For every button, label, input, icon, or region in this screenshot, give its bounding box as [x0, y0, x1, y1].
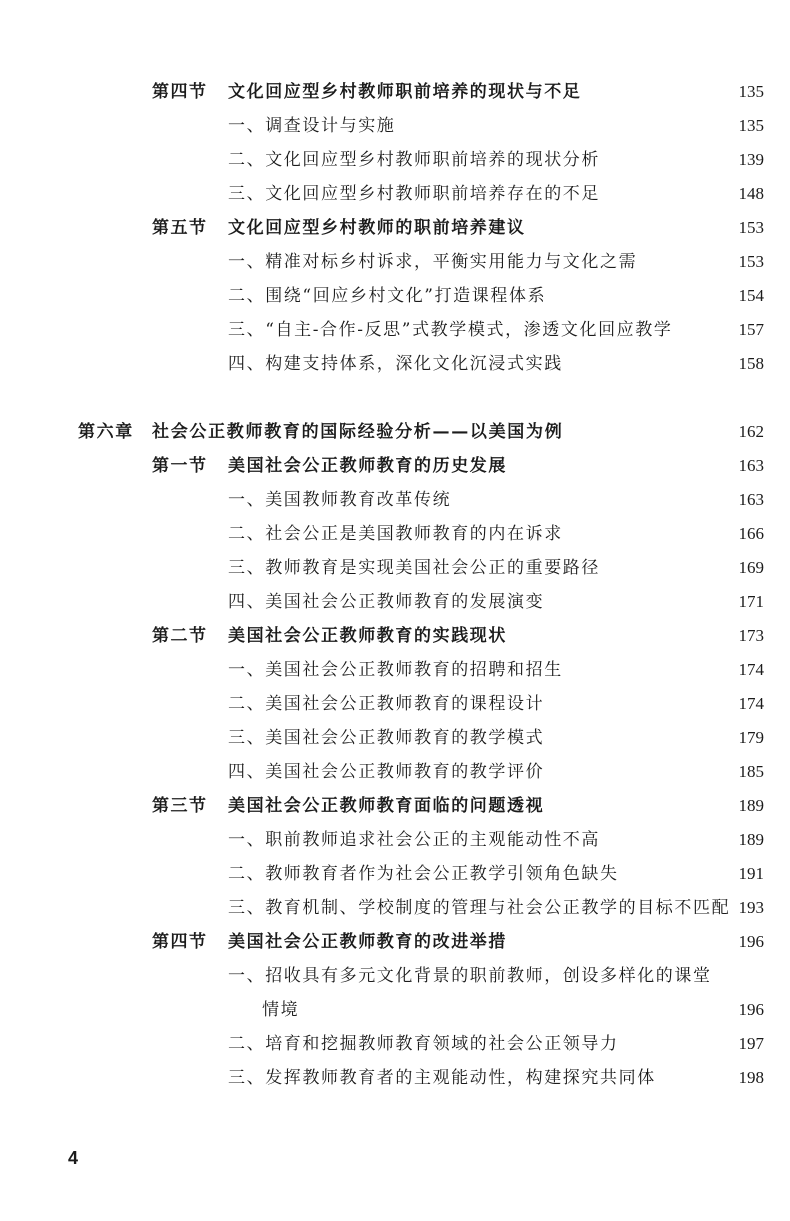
page-ref: 162 [738, 422, 764, 441]
section-title: 美国社会公正教师教育的实践现状 [228, 626, 507, 646]
item-title: 一、美国社会公正教师教育的招聘和招生 [228, 660, 563, 680]
toc-item-row [0, 727, 790, 749]
toc-item-row [0, 829, 790, 851]
page-ref: 153 [738, 218, 764, 237]
toc-item-row [0, 523, 790, 545]
page-ref: 197 [738, 1034, 764, 1053]
page-ref: 179 [738, 728, 764, 747]
item-title: 二、围绕“回应乡村文化”打造课程体系 [228, 286, 547, 306]
toc-item-row [0, 965, 790, 987]
item-title: 二、教师教育者作为社会公正教学引领角色缺失 [228, 864, 619, 884]
item-title: 一、调查设计与实施 [228, 116, 396, 136]
page-ref: 163 [738, 456, 764, 475]
page-ref: 198 [738, 1068, 764, 1087]
section-label: 第一节 [152, 456, 208, 476]
toc-section-row [0, 455, 790, 477]
page-ref: 189 [738, 796, 764, 815]
toc-item-row [0, 353, 790, 375]
toc-section-row [0, 217, 790, 239]
toc-section-row [0, 625, 790, 647]
page-ref: 185 [738, 762, 764, 781]
item-title: 二、培育和挖掘教师教育领域的社会公正领导力 [228, 1034, 619, 1054]
page-ref: 173 [738, 626, 764, 645]
item-title: 一、招收具有多元文化背景的职前教师，创设多样化的课堂 [228, 966, 712, 986]
toc-item-row [0, 591, 790, 613]
item-title: 二、社会公正是美国教师教育的内在诉求 [228, 524, 563, 544]
page-ref: 196 [738, 1000, 764, 1019]
section-title: 文化回应型乡村教师职前培养的现状与不足 [228, 82, 582, 102]
section-label: 第五节 [152, 218, 208, 238]
page-ref: 163 [738, 490, 764, 509]
toc-item-row [0, 659, 790, 681]
toc-item-row [0, 285, 790, 307]
item-title: 一、职前教师追求社会公正的主观能动性不高 [228, 830, 600, 850]
section-title: 美国社会公正教师教育的改进举措 [228, 932, 507, 952]
chapter-title: 社会公正教师教育的国际经验分析——以美国为例 [152, 422, 564, 442]
item-title: 二、美国社会公正教师教育的课程设计 [228, 694, 545, 714]
item-title: 四、美国社会公正教师教育的教学评价 [228, 762, 545, 782]
toc-item-row [0, 693, 790, 715]
section-title: 美国社会公正教师教育的历史发展 [228, 456, 507, 476]
page-ref: 191 [738, 864, 764, 883]
page-ref: 153 [738, 252, 764, 271]
section-title: 文化回应型乡村教师的职前培养建议 [228, 218, 526, 238]
page-ref: 148 [738, 184, 764, 203]
toc-section-row [0, 795, 790, 817]
toc-item-row [0, 863, 790, 885]
item-title: 三、“自主-合作-反思”式教学模式，渗透文化回应教学 [228, 320, 673, 340]
item-title: 四、构建支持体系，深化文化沉浸式实践 [228, 354, 563, 374]
page-ref: 157 [738, 320, 764, 339]
page-ref: 171 [738, 592, 764, 611]
page-ref: 196 [738, 932, 764, 951]
section-label: 第四节 [152, 932, 208, 952]
toc-item-row [0, 115, 790, 137]
chapter-label: 第六章 [78, 422, 134, 442]
item-title: 一、精准对标乡村诉求，平衡实用能力与文化之需 [228, 252, 638, 272]
item-title: 三、发挥教师教育者的主观能动性，构建探究共同体 [228, 1068, 656, 1088]
toc-section-row [0, 931, 790, 953]
toc-section-row [0, 81, 790, 103]
toc-item-row [0, 489, 790, 511]
toc-item-row [0, 1033, 790, 1055]
page-ref: 193 [738, 898, 764, 917]
item-title: 三、文化回应型乡村教师职前培养存在的不足 [228, 184, 600, 204]
page-ref: 169 [738, 558, 764, 577]
toc-item-row [0, 149, 790, 171]
page-ref: 158 [738, 354, 764, 373]
toc-item-row [0, 761, 790, 783]
item-title: 一、美国教师教育改革传统 [228, 490, 452, 510]
section-label: 第二节 [152, 626, 208, 646]
item-title: 四、美国社会公正教师教育的发展演变 [228, 592, 545, 612]
item-title: 二、文化回应型乡村教师职前培养的现状分析 [228, 150, 600, 170]
page-ref: 166 [738, 524, 764, 543]
toc-item-row [0, 557, 790, 579]
page-ref: 174 [738, 660, 764, 679]
toc-item-row [0, 251, 790, 273]
page-ref: 135 [738, 82, 764, 101]
item-title: 三、美国社会公正教师教育的教学模式 [228, 728, 545, 748]
toc-item-row [0, 897, 790, 919]
item-title: 三、教师教育是实现美国社会公正的重要路径 [228, 558, 600, 578]
page-ref: 139 [738, 150, 764, 169]
toc-item-row [0, 1067, 790, 1089]
page-ref: 174 [738, 694, 764, 713]
toc-item-row-continuation [0, 999, 790, 1021]
page-ref: 135 [738, 116, 764, 135]
page-ref: 189 [738, 830, 764, 849]
page-number: 4 [68, 1148, 79, 1168]
page-ref: 154 [738, 286, 764, 305]
section-label: 第四节 [152, 82, 208, 102]
section-label: 第三节 [152, 796, 208, 816]
toc-chapter-row [0, 421, 790, 443]
item-title-continuation: 情境 [262, 1000, 300, 1020]
toc-item-row [0, 183, 790, 205]
item-title: 三、教育机制、学校制度的管理与社会公正教学的目标不匹配 [228, 898, 731, 918]
section-title: 美国社会公正教师教育面临的问题透视 [228, 796, 545, 816]
toc-item-row [0, 319, 790, 341]
